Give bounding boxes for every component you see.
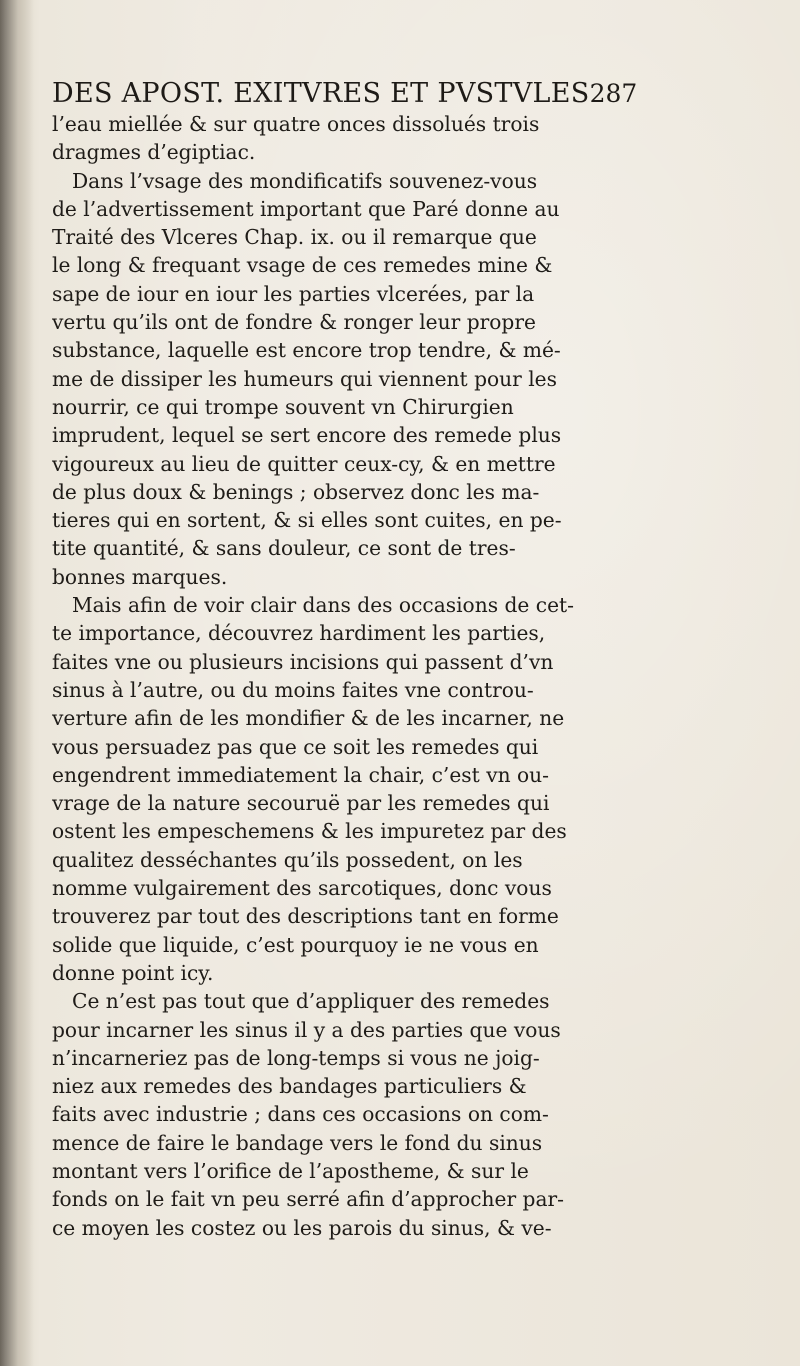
text-line: de l’advertissement important que Paré donne au: [52, 196, 560, 221]
text-line: faites vne ou plusieurs incisions qui passent d’vn: [52, 649, 554, 674]
text-line: nomme vulgairement des sarcotiques, donc vous: [52, 876, 552, 901]
text-line: substance, laquelle est encore trop tendre, & mé-: [52, 338, 561, 363]
running-title: DES APOST. EXITVRES ET PVSTVLES: [52, 78, 590, 109]
text-line: Traité des Vlceres Chap. ix. ou il remarque que: [52, 225, 537, 250]
text-line: tieres qui en sortent, & si elles sont cuites, en pe-: [52, 508, 562, 533]
text-line: verture afin de les mondifier & de les incarner, ne: [52, 706, 565, 731]
text-line: de plus doux & benings ; observez donc les ma-: [52, 479, 540, 504]
text-line: vertu qu’ils ont de fondre & ronger leur propre: [52, 310, 536, 335]
text-line: pour incarner les sinus il y a des parties que vous: [52, 1017, 561, 1042]
text-line: Dans l’vsage des mondificatifs souvenez-vous: [72, 168, 538, 193]
text-line: imprudent, lequel se sert encore des remede plus: [52, 423, 562, 448]
text-line: vrage de la nature secouruë par les remedes qui: [52, 791, 550, 816]
text-line: ostent les empeschemens & les impuretez par des: [52, 819, 567, 844]
text-line: faits avec industrie ; dans ces occasions on com-: [52, 1102, 549, 1127]
text-line: sinus à l’autre, ou du moins faites vne controu-: [52, 677, 534, 702]
text-line: vigoureux au lieu de quitter ceux-cy, & en mettre: [52, 451, 556, 476]
text-line: ce moyen les costez ou les parois du sinus, & ve-: [52, 1215, 552, 1240]
text-line: bonnes marques.: [52, 564, 228, 589]
text-line: sape de iour en iour les parties vlcerées, par la: [52, 281, 535, 306]
text-line: trouverez par tout des descriptions tant en forme: [52, 904, 559, 929]
text-line: tite quantité, & sans douleur, ce sont de tres-: [52, 536, 516, 561]
text-line: solide que liquide, c’est pourquoy ie ne vous en: [52, 932, 539, 957]
text-line: l’eau miellée & sur quatre onces dissolués trois: [52, 112, 540, 136]
text-line: dragmes d’egiptiac.: [52, 140, 256, 165]
text-line: Ce n’est pas tout que d’appliquer des remedes: [72, 989, 550, 1014]
text-line: me de dissiper les humeurs qui viennent pour les: [52, 366, 557, 391]
text-line: le long & frequant vsage de ces remedes mine &: [52, 253, 553, 278]
text-line: vous persuadez pas que ce soit les remedes qui: [52, 734, 539, 759]
text-line: qualitez desséchantes qu’ils possedent, on les: [52, 847, 523, 872]
text-line: mence de faire le bandage vers le fond du sinus: [52, 1130, 543, 1155]
binding-gutter: [0, 0, 34, 1366]
text-line: engendrent immediatement la chair, c’est vn ou-: [52, 762, 549, 787]
text-line: Mais afin de voir clair dans des occasions de cet-: [72, 593, 574, 618]
text-line: niez aux remedes des bandages particuliers &: [52, 1074, 527, 1099]
text-line: nourrir, ce qui trompe souvent vn Chirurgien: [52, 394, 514, 419]
page-number: 287: [589, 79, 638, 108]
body-text: [52, 110, 626, 1242]
page-header: [52, 78, 638, 109]
text-line: te importance, découvrez hardiment les parties,: [52, 621, 546, 646]
text-line: montant vers l’orifice de l’apostheme, & sur le: [52, 1158, 529, 1183]
text-line: fonds on le fait vn peu serré afin d’approcher par-: [52, 1187, 564, 1212]
text-line: donne point icy.: [52, 960, 214, 985]
text-line: n’incarneriez pas de long-temps si vous ne joig-: [52, 1045, 540, 1070]
